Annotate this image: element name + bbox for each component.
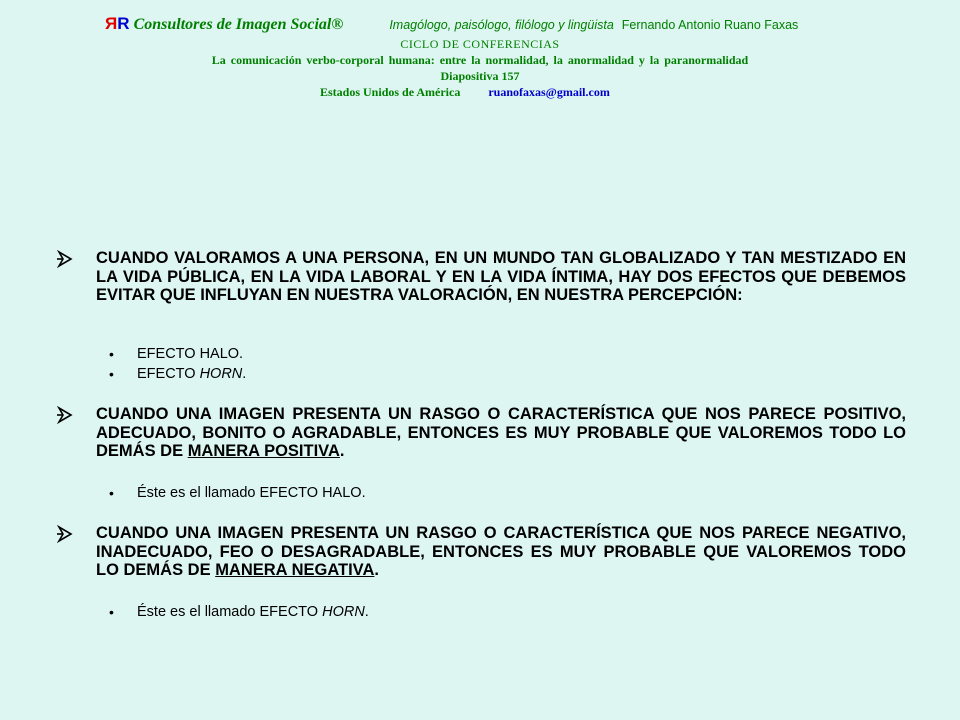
email-link[interactable]: ruanofaxas@gmail.com bbox=[488, 85, 610, 99]
bullet-dot: • bbox=[109, 604, 114, 620]
paragraph-1: CUANDO VALORAMOS A UNA PERSONA, EN UN MUNDO TAN GLOBALIZADO Y TAN MESTIZADO EN LA VIDA PÚBLICA, EN LA VIDA LABORAL Y EN LA VIDA ÍNTIMA, HAY DOS EFECTOS QUE DEBEMOS EVITAR QUE INFLUYAN EN NUESTRA VALORACIÓN, EN NUESTRA PERCEPCIÓN: bbox=[96, 249, 906, 304]
header-line-1 bbox=[105, 14, 798, 34]
sub-item-text: . bbox=[364, 604, 369, 620]
sub-item-halo-explanation: Éste es el llamado EFECTO HALO. bbox=[137, 485, 366, 501]
sub-item-efecto-halo: EFECTO HALO. bbox=[137, 346, 244, 362]
sub-item-efecto-horn bbox=[137, 366, 246, 382]
arrow-bullet-icon bbox=[56, 406, 74, 424]
sub-item-horn-explanation bbox=[137, 604, 369, 620]
paragraph-3 bbox=[96, 524, 906, 580]
country: Estados Unidos de América bbox=[320, 85, 461, 99]
tagline: Imagólogo, paisólogo, filólogo y lingüista bbox=[389, 18, 614, 32]
paragraph-3-end: . bbox=[374, 561, 379, 579]
bullet-dot: • bbox=[109, 346, 114, 362]
paragraph-2-text: CUANDO UNA IMAGEN PRESENTA UN RASGO O CARACTERÍSTICA QUE NOS PARECE POSITIVO, ADECUADO, BONITO O AGRADABLE, ENTONCES ES MUY PROBABLE QUE VALOREMOS TODO LO DEMÁS DE bbox=[96, 405, 906, 460]
paragraph-3-underlined: MANERA NEGATIVA bbox=[215, 561, 375, 579]
header-line-5 bbox=[320, 85, 610, 100]
brand-name: Consultores de Imagen Social® bbox=[133, 16, 344, 33]
paragraph-2 bbox=[96, 405, 906, 461]
arrow-bullet-icon bbox=[56, 525, 74, 543]
paragraph-3-text: CUANDO UNA IMAGEN PRESENTA UN RASGO O CARACTERÍSTICA QUE NOS PARECE NEGATIVO, INADECUADO, FEO O DESAGRADABLE, ENTONCES ES MUY PROBABLE QUE VALOREMOS TODO LO DEMÁS DE bbox=[96, 524, 906, 579]
paragraph-2-underlined: MANERA POSITIVA bbox=[187, 442, 340, 460]
logo-r: R bbox=[117, 14, 130, 33]
conference-cycle: CICLO DE CONFERENCIAS bbox=[400, 37, 560, 51]
sub-item-text: EFECTO bbox=[137, 366, 200, 382]
author-name: Fernando Antonio Ruano Faxas bbox=[621, 18, 799, 32]
bullet-dot: • bbox=[109, 366, 114, 382]
slide-number: Diapositiva 157 bbox=[440, 69, 520, 83]
sub-item-italic: HORN bbox=[199, 366, 243, 382]
sub-item-italic: HORN bbox=[322, 604, 365, 620]
conference-title: La comunicación verbo-corporal humana: entre la normalidad, la anormalidad y la paranormalidad bbox=[211, 53, 749, 67]
logo-reversed-r: R bbox=[105, 14, 118, 33]
paragraph-2-end: . bbox=[339, 442, 345, 460]
sub-item-text: Éste es el llamado EFECTO bbox=[137, 604, 323, 620]
bullet-dot: • bbox=[109, 485, 114, 501]
arrow-bullet-icon bbox=[56, 250, 74, 268]
sub-item-text: . bbox=[242, 366, 247, 382]
